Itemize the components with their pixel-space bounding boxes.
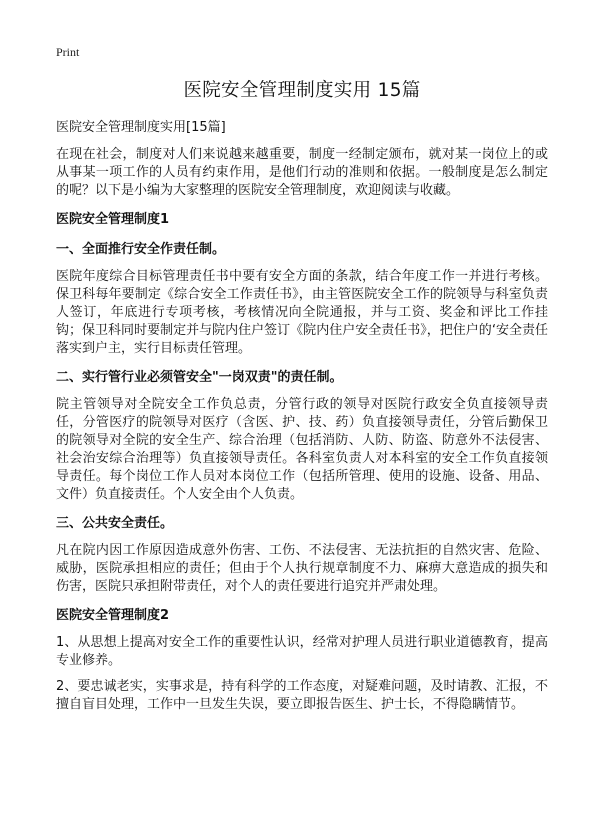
document-title: 医院安全管理制度实用 15篇 [183, 80, 421, 101]
section-1-heading: 医院安全管理制度1 [56, 212, 170, 227]
section-1-item-3-heading: 三、公共安全责任。 [56, 516, 174, 531]
section-1-item-1-text: 医院年度综合目标管理责任书中要有安全方面的条款，结合年度工作一并进行考核。保卫科每年要制定《综合安全工作责任书》，由主管医院安全工作的院领导与科室负责人签订，年底进行专项考核，考核情况向全院通报，并与工资、奖金和评比工作挂钩；保卫科同时要制定并与院内住户签订《院内住户安全责任书》，把住户的‘安全责任落实到户主，实行目标责任管理。 [56, 269, 548, 356]
section-1-item-2-heading: 二、实行管行业必须管安全"一岗双责"的责任制。 [56, 370, 343, 385]
section-2-item-1-text: 1、从思想上提高对安全工作的重要性认识，经常对护理人员进行职业道德教育，提高专业修养。 [56, 635, 548, 668]
print-link[interactable]: Print [56, 45, 80, 59]
section-2-item-2-text: 2、要忠诚老实，实事求是，持有科学的工作态度，对疑难问题，及时请教、汇报，不擅自盲目处理，工作中一旦发生失误，要立即报告医生、护士长，不得隐瞒情节。 [56, 679, 548, 712]
section-1-item-3-text: 凡在院内因工作原因造成意外伤害、工伤、不法侵害、无法抗拒的自然灾害、危险、威胁，医院承担相应的责任；但由于个人执行规章制度不力、麻痹大意造成的损失和伤害，医院只承担附带责任，对个人的责任要进行追究并严肃处理。 [56, 543, 548, 594]
section-1-item-2-text: 院主管领导对全院安全工作负总责，分管行政的领导对医院行政安全负直接领导责任，分管医疗的院领导对医疗（含医、护、技、药）负直接领导责任，分管后勤保卫的院领导对全院的安全生产、综合治理（包括消防、人防、防盗、防意外不法侵害、社会治安综合治理等）负直接领导责任。各科室负责人对本科室的安全工作负直接领导责任。每个岗位工作人员对本岗位工作（包括所管理、使用的设施、设备、用品、文件）负直接责任。个人安全由个人负责。 [56, 397, 548, 502]
document-page [56, 78, 548, 722]
document-subtitle: 医院安全管理制度实用[15篇] [56, 120, 226, 135]
section-2-heading: 医院安全管理制度2 [56, 608, 170, 623]
section-1-item-1-heading: 一、全面推行安全作责任制。 [56, 242, 226, 257]
intro-paragraph: 在现在社会，制度对人们来说越来越重要，制度一经制定颁布，就对某一岗位上的或从事某一项工作的人员有约束作用，是他们行动的准则和依据。一般制度是怎么制定的呢？以下是小编为大家整理的医院安全管理制度，欢迎阅读与收藏。 [56, 147, 548, 198]
